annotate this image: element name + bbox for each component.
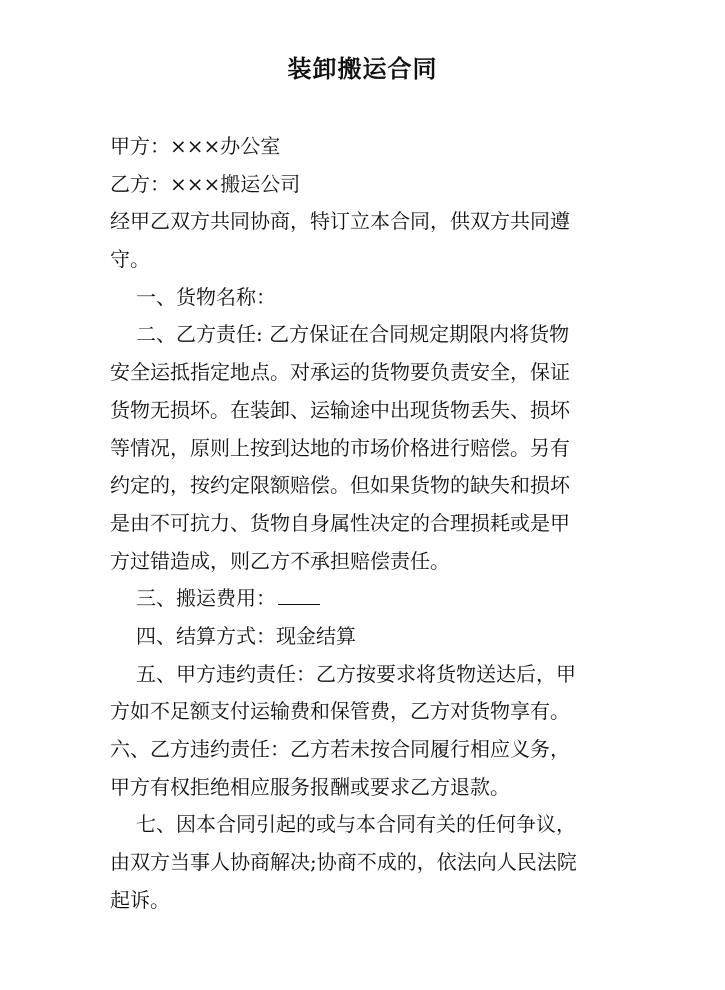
- preamble-line-2: 守。: [110, 247, 150, 272]
- document-body: [110, 128, 616, 919]
- clause-3-text: 三、搬运费用：: [136, 586, 276, 611]
- clause-2-line-1: 二、乙方责任: 乙方保证在合同规定期限内将货物: [136, 322, 570, 347]
- fee-blank-underline: [278, 603, 320, 605]
- clause-7-line-2: 由双方当事人协商解决;协商不成的，依法向人民法院: [110, 850, 577, 875]
- party-a-line: 甲方：×××办公室: [110, 134, 281, 158]
- clause-3-line: [110, 580, 616, 618]
- clause-2-line-3: 货物无损坏。在装卸、运输途中出现货物丢失、损坏: [110, 397, 570, 422]
- clause-4-line: 四、结算方式：现金结算: [136, 623, 356, 648]
- clause-2-line-6: 是由不可抗力、货物自身属性决定的合理损耗或是甲: [110, 510, 570, 535]
- preamble-line-1: 经甲乙双方共同协商，特订立本合同，供双方共同遵: [110, 209, 570, 234]
- clause-2-line-2: 安全运抵指定地点。对承运的货物要负责安全，保证: [110, 360, 570, 385]
- party-b-line: 乙方：×××搬运公司: [110, 171, 301, 196]
- clause-5-line-2: 方如不足额支付运输费和保管费，乙方对货物享有。: [110, 699, 570, 724]
- clause-2-line-5: 约定的，按约定限额赔偿。但如果货物的缺失和损坏: [110, 473, 570, 498]
- clause-1-goods-name: 一、货物名称：: [136, 284, 276, 309]
- clause-2-line-7: 方过错造成，则乙方不承担赔偿责任。: [110, 548, 450, 573]
- clause-5-line-1: 五、甲方违约责任：乙方按要求将货物送达后，甲: [136, 661, 576, 686]
- clause-6-line-1: 六、乙方违约责任：乙方若未按合同履行相应义务，: [110, 737, 570, 761]
- clause-7-line-1: 七、因本合同引起的或与本合同有关的任何争议，: [136, 812, 576, 837]
- clause-7-line-3: 起诉。: [110, 887, 170, 912]
- clause-6-line-2: 甲方有权拒绝相应服务报酬或要求乙方退款。: [110, 774, 510, 799]
- document-title: 装卸搬运合同: [287, 54, 438, 83]
- clause-2-line-4: 等情况，原则上按到达地的市场价格进行赔偿。另有: [110, 435, 570, 460]
